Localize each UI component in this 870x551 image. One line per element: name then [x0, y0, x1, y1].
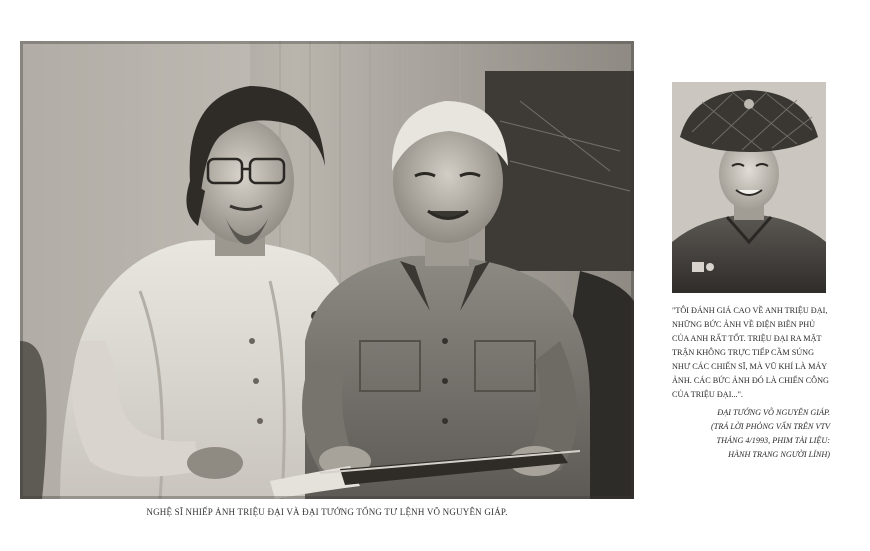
quote-block [672, 304, 830, 462]
quote-source-line-3: HÀNH TRANG NGƯỜI LÍNH) [728, 450, 830, 459]
portrait-illustration [672, 82, 826, 293]
quote-author: ĐẠI TƯỚNG VÕ NGUYÊN GIÁP. [717, 408, 830, 417]
main-photograph [20, 41, 634, 499]
quote-text: "TÔI ĐÁNH GIÁ CAO VỀ ANH TRIỆU ĐẠI, NHỮNG BỨC ẢNH VỀ ĐIỆN BIÊN PHỦ CỦA ANH RẤT TỐT. TRIỆU ĐẠI RA MẶT TRẬN KHÔNG TRỰC TIẾP CẦM SÚNG NHƯ CÁC CHIẾN SĨ, MÀ VŨ KHÍ LÀ MÁY ẢNH. CÁC BỨC ẢNH ĐÓ LÀ CHIẾN CÔNG CỦA TRIỆU ĐẠI...". [672, 306, 829, 399]
quote-source-line-1: (TRẢ LỜI PHỎNG VẤN TRÊN VTV [711, 422, 830, 431]
main-photo-illustration [20, 41, 634, 499]
portrait-photograph [672, 82, 826, 293]
quote-attribution [672, 406, 830, 462]
main-photo-caption: NGHỆ SĨ NHIẾP ẢNH TRIỆU ĐẠI VÀ ĐẠI TƯỚNG TỔNG TƯ LỆNH VÕ NGUYÊN GIÁP. [146, 507, 508, 517]
quote-source-line-2: THÁNG 4/1993, PHIM TÀI LIỆU: [716, 436, 830, 445]
